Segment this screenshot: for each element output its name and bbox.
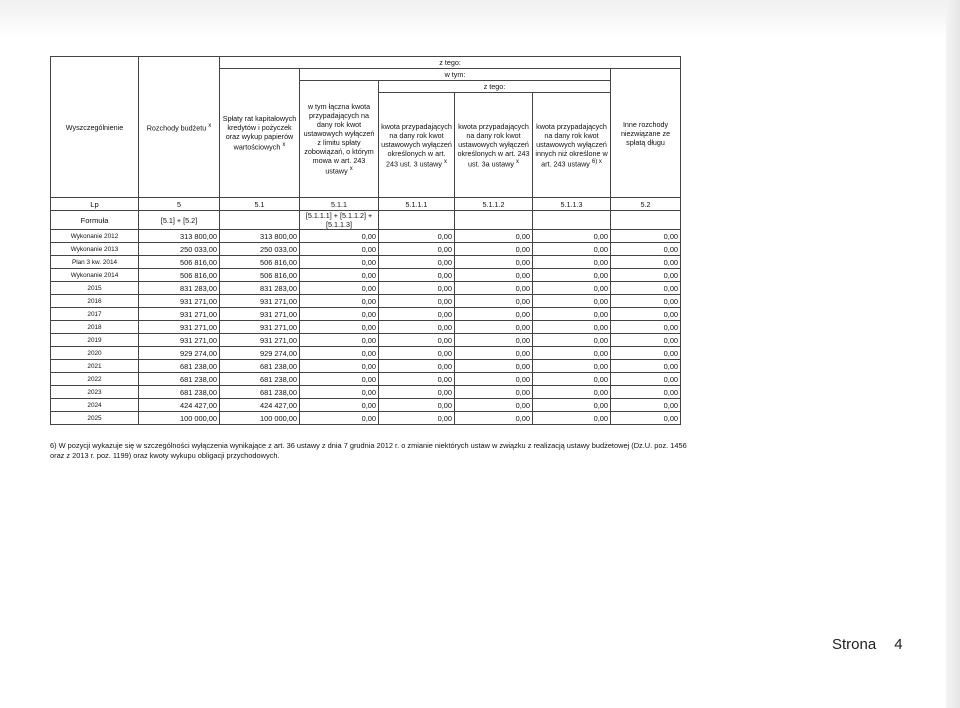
value-cell: 0,00: [300, 308, 379, 321]
header-kwota-inne: kwota przypadających na dany rok kwot ustawowych wyłączeń innych niż określone w art. 243 ustawy $^{6) x}$: [533, 93, 611, 198]
value-cell: 0,00: [611, 386, 681, 399]
formula-cell: [379, 211, 455, 230]
lp-cell: 5: [139, 198, 220, 211]
value-cell: 0,00: [300, 230, 379, 243]
value-cell: 831 283,00: [139, 282, 220, 295]
value-cell: 681 238,00: [139, 386, 220, 399]
table-row: [51, 230, 681, 243]
value-cell: 0,00: [533, 256, 611, 269]
formula-cell: Formuła: [51, 211, 139, 230]
row-label: 2020: [51, 347, 139, 360]
row-label: 2018: [51, 321, 139, 334]
row-label: Wykonanie 2012: [51, 230, 139, 243]
value-cell: 0,00: [533, 321, 611, 334]
value-cell: 929 274,00: [139, 347, 220, 360]
header-group-z-tego: z tego:: [220, 57, 681, 69]
value-cell: 313 800,00: [220, 230, 300, 243]
table-row: [51, 334, 681, 347]
header-laczna-kwota: w tym łączna kwota przypadających na dany rok kwot ustawowych wyłączeń z limitu spłaty zobowiązań, o którym mowa w art. 243 ustawy $^x$: [300, 81, 379, 198]
value-cell: 0,00: [611, 256, 681, 269]
value-cell: 0,00: [455, 321, 533, 334]
value-cell: 0,00: [533, 334, 611, 347]
header-kwota-ust3: kwota przypadających na dany rok kwot ustawowych wyłączeń określonych w art. 243 ust. 3 ustawy $^x$: [379, 93, 455, 198]
value-cell: 0,00: [533, 386, 611, 399]
value-cell: 100 000,00: [139, 412, 220, 425]
value-cell: 0,00: [533, 243, 611, 256]
value-cell: 250 033,00: [139, 243, 220, 256]
value-cell: 0,00: [611, 269, 681, 282]
value-cell: 931 271,00: [139, 295, 220, 308]
page-number: [832, 636, 903, 653]
lp-cell: 5.1.1.1: [379, 198, 455, 211]
footnote: 6) W pozycji wykazuje się w szczególności wyłączenia wynikające z art. 36 ustawy z dnia 7 grudnia 2012 r. o zmianie niektórych ustaw w związku z realizacją ustawy budżetowej (Dz.U. poz. 1456 oraz z 2013 r. poz. 1199) oraz kwoty wykupu obligacji przychodowych.: [50, 441, 687, 460]
table-row: [51, 386, 681, 399]
table-row: [51, 295, 681, 308]
value-cell: 681 238,00: [220, 373, 300, 386]
value-cell: 681 238,00: [220, 386, 300, 399]
table-row: [51, 321, 681, 334]
header-subgroup-w-tym: w tym:: [300, 69, 611, 81]
value-cell: 0,00: [379, 412, 455, 425]
table-row: [51, 308, 681, 321]
value-cell: 0,00: [611, 308, 681, 321]
value-cell: 931 271,00: [139, 308, 220, 321]
table-row: [51, 243, 681, 256]
value-cell: 0,00: [300, 360, 379, 373]
value-cell: 0,00: [611, 334, 681, 347]
value-cell: 0,00: [300, 321, 379, 334]
header-wyszczegolnienie: Wyszczególnienie: [51, 57, 139, 198]
table-row: [51, 347, 681, 360]
row-label: Plan 3 kw. 2014: [51, 256, 139, 269]
value-cell: 0,00: [455, 295, 533, 308]
value-cell: 0,00: [455, 334, 533, 347]
value-cell: 831 283,00: [220, 282, 300, 295]
value-cell: 0,00: [300, 334, 379, 347]
value-cell: 0,00: [300, 295, 379, 308]
value-cell: 0,00: [379, 399, 455, 412]
header-rozchody: Rozchody budżetu $^x$: [139, 57, 220, 198]
header-kwota-ust3a: kwota przypadających na dany rok kwot ustawowych wyłączeń określonych w art. 243 ust. 3a ustawy $^x$: [455, 93, 533, 198]
row-label: 2024: [51, 399, 139, 412]
formula-cell: [5.1] + [5.2]: [139, 211, 220, 230]
value-cell: 0,00: [379, 334, 455, 347]
formula-cell: [611, 211, 681, 230]
formula-cell: [220, 211, 300, 230]
value-cell: 0,00: [611, 360, 681, 373]
value-cell: 0,00: [300, 269, 379, 282]
lp-cell: 5.1: [220, 198, 300, 211]
value-cell: 0,00: [379, 295, 455, 308]
value-cell: 0,00: [455, 373, 533, 386]
value-cell: 0,00: [379, 347, 455, 360]
value-cell: 0,00: [533, 399, 611, 412]
formula-cell: [533, 211, 611, 230]
value-cell: 0,00: [379, 360, 455, 373]
value-cell: 506 816,00: [220, 256, 300, 269]
row-label: 2025: [51, 412, 139, 425]
formula-cell: [455, 211, 533, 230]
value-cell: 681 238,00: [139, 373, 220, 386]
value-cell: 0,00: [455, 230, 533, 243]
value-cell: 0,00: [300, 373, 379, 386]
value-cell: 0,00: [300, 412, 379, 425]
row-label: 2015: [51, 282, 139, 295]
lp-cell: Lp: [51, 198, 139, 211]
table-row: [51, 399, 681, 412]
value-cell: 681 238,00: [139, 360, 220, 373]
value-cell: 313 800,00: [139, 230, 220, 243]
scan-shadow-edge: [946, 0, 960, 708]
value-cell: 0,00: [533, 373, 611, 386]
value-cell: 0,00: [533, 308, 611, 321]
value-cell: 0,00: [533, 230, 611, 243]
value-cell: 0,00: [611, 295, 681, 308]
page-label: Strona: [832, 636, 877, 653]
value-cell: 506 816,00: [139, 256, 220, 269]
value-cell: 0,00: [455, 256, 533, 269]
value-cell: 0,00: [611, 282, 681, 295]
debt-table: [50, 56, 681, 425]
lp-cell: 5.2: [611, 198, 681, 211]
value-cell: 0,00: [379, 230, 455, 243]
value-cell: 681 238,00: [220, 360, 300, 373]
value-cell: 0,00: [455, 386, 533, 399]
value-cell: 0,00: [379, 386, 455, 399]
value-cell: 0,00: [300, 386, 379, 399]
value-cell: 931 271,00: [220, 334, 300, 347]
value-cell: 0,00: [300, 347, 379, 360]
value-cell: 0,00: [533, 412, 611, 425]
value-cell: 0,00: [611, 243, 681, 256]
value-cell: 0,00: [379, 308, 455, 321]
lp-cell: 5.1.1.2: [455, 198, 533, 211]
value-cell: 0,00: [379, 256, 455, 269]
value-cell: 0,00: [300, 256, 379, 269]
value-cell: 0,00: [379, 321, 455, 334]
value-cell: 0,00: [455, 360, 533, 373]
value-cell: 506 816,00: [220, 269, 300, 282]
value-cell: 931 271,00: [220, 308, 300, 321]
value-cell: 0,00: [300, 282, 379, 295]
value-cell: 931 271,00: [220, 321, 300, 334]
table-row: [51, 269, 681, 282]
value-cell: 0,00: [611, 347, 681, 360]
value-cell: 0,00: [455, 347, 533, 360]
formula-cell: [5.1.1.1] + [5.1.1.2] + [5.1.1.3]: [300, 211, 379, 230]
value-cell: 0,00: [611, 230, 681, 243]
row-label: 2021: [51, 360, 139, 373]
table-row: [51, 360, 681, 373]
scan-shadow-top: [0, 0, 960, 40]
value-cell: 0,00: [533, 347, 611, 360]
table-row: [51, 412, 681, 425]
value-cell: 0,00: [455, 269, 533, 282]
row-label: 2016: [51, 295, 139, 308]
table-row: [51, 256, 681, 269]
row-label: 2022: [51, 373, 139, 386]
value-cell: 0,00: [379, 282, 455, 295]
row-label: 2019: [51, 334, 139, 347]
value-cell: 931 271,00: [139, 334, 220, 347]
row-label: 2023: [51, 386, 139, 399]
value-cell: 0,00: [455, 282, 533, 295]
header-inne-rozchody: Inne rozchody niezwiązane ze spłatą długu: [611, 69, 681, 198]
lp-cell: 5.1.1.3: [533, 198, 611, 211]
row-label: Wykonanie 2013: [51, 243, 139, 256]
value-cell: 0,00: [533, 360, 611, 373]
value-cell: 931 271,00: [139, 321, 220, 334]
lp-row: [51, 198, 681, 211]
value-cell: 0,00: [533, 282, 611, 295]
page-number-value: 4: [894, 636, 903, 653]
table-row: [51, 373, 681, 386]
formula-row: [51, 211, 681, 230]
value-cell: 0,00: [533, 269, 611, 282]
value-cell: 0,00: [379, 373, 455, 386]
value-cell: 100 000,00: [220, 412, 300, 425]
value-cell: 0,00: [611, 412, 681, 425]
value-cell: 0,00: [379, 243, 455, 256]
value-cell: 0,00: [455, 399, 533, 412]
value-cell: 0,00: [533, 295, 611, 308]
value-cell: 931 271,00: [220, 295, 300, 308]
value-cell: 250 033,00: [220, 243, 300, 256]
value-cell: 0,00: [300, 399, 379, 412]
header-splaty-rat: Spłaty rat kapitałowych kredytów i pożyczek oraz wykup papierów wartościowych $^x$: [220, 69, 300, 198]
value-cell: 0,00: [455, 412, 533, 425]
row-label: Wykonanie 2014: [51, 269, 139, 282]
value-cell: 0,00: [300, 243, 379, 256]
value-cell: 0,00: [611, 321, 681, 334]
value-cell: 0,00: [611, 399, 681, 412]
row-label: 2017: [51, 308, 139, 321]
lp-cell: 5.1.1: [300, 198, 379, 211]
value-cell: 506 816,00: [139, 269, 220, 282]
value-cell: 0,00: [455, 243, 533, 256]
header-subsubgroup-z-tego: z tego:: [379, 81, 611, 93]
value-cell: 0,00: [611, 373, 681, 386]
value-cell: 424 427,00: [220, 399, 300, 412]
value-cell: 0,00: [379, 269, 455, 282]
table-row: [51, 282, 681, 295]
value-cell: 929 274,00: [220, 347, 300, 360]
value-cell: 0,00: [455, 308, 533, 321]
value-cell: 424 427,00: [139, 399, 220, 412]
